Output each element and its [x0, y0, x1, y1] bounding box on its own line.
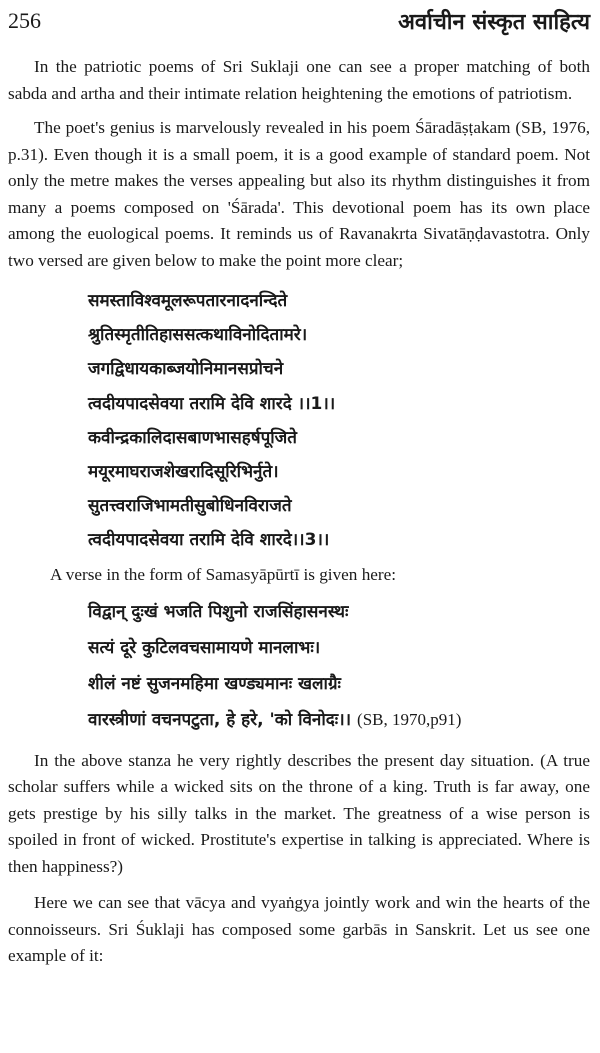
paragraph-patriotic-poems: In the patriotic poems of Sri Suklaji one can see a proper matching of both sabda and artha and their intimate relation heightening the emotions of patriotism. — [8, 57, 590, 103]
verse-line: त्वदीयपादसेवया तरामि देवि शारदे।।3।। — [88, 530, 330, 551]
verse-line: त्वदीयपादसेवया तरामि देवि शारदे ।।1।। — [88, 393, 336, 414]
verse-line: सत्यं दूरे कुटिलवचसामायणे मानलाभः। — [88, 637, 321, 658]
verse-line-last — [88, 702, 590, 738]
page-number: 256 — [8, 8, 41, 33]
verse-line: समस्ताविश्वमूलरूपतारनादनन्दिते — [88, 291, 288, 311]
running-title: अर्वाचीन संस्कृत साहित्य — [398, 10, 590, 35]
verse-line: जगद्विधायकाब्जयोनिमानसप्रोचने — [88, 359, 284, 380]
paragraph-stanza-description: In the above stanza he very rightly describes the present day situation. (A true scholar suffers while a wicked sits on the throne of a king. Truth is far away, one gets prestige by his silly talks in the market. The greatness of a wise person is spoiled in front of wicked. Prostitute's expertise in talking is appreciated. Where is then happiness?) — [8, 750, 590, 876]
paragraph-vacya-vyangya: Here we can see that vācya and vyaṅgya jointly work and win the hearts of the connoisseurs. Sri Śuklaji has composed some garbās in Sanskrit. Let us see one example of it: — [8, 893, 590, 966]
citation: (SB, 1970,p91) — [357, 709, 462, 729]
verse-line: विद्वान् दुःखं भजति पिशुनो राजसिंहासनस्थः — [88, 601, 349, 622]
samasyapurti-intro: A verse in the form of Samasyāpūrtī is given here: — [50, 564, 397, 584]
page-header — [8, 0, 590, 40]
verse-block-saradastakam — [88, 284, 590, 558]
verse-line: शीलं नष्टं सुजनमहिमा खण्ड्यमानः खलाग्रैः — [88, 673, 341, 694]
verse-block-samasyapurti — [88, 594, 590, 738]
verse-line: सुतत्त्वराजिभामतीसुबोधिनविराजते — [88, 496, 292, 517]
verse-line: मयूरमाघराजशेखरादिसूरिभिर्नुते। — [88, 462, 279, 483]
verse-line: श्रुतिस्मृतीतिहाससत्कथाविनोदितामरे। — [88, 325, 308, 346]
paragraph-saradastakam: The poet's genius is marvelously revealed in his poem Śāradāṣṭakam (SB, 1976, p.31). Even though it is a small poem, it is a good example of standard poem. Not only the metre makes the verses appealing but also its rhythm distinguishes it from many a poems composed on 'Śārada'. This devotional poem has its own place among the euological poems. It reminds us of Ravanakrta Sivatāṇḍavastotra. Only two versed are given below to make the point more clear; — [8, 118, 590, 270]
verse-text: वारस्त्रीणां वचनपटुता, हे हरे, 'को विनोदः।। — [88, 709, 352, 730]
verse-line: कवीन्द्रकालिदासबाणभासहर्षपूजिते — [88, 427, 297, 448]
